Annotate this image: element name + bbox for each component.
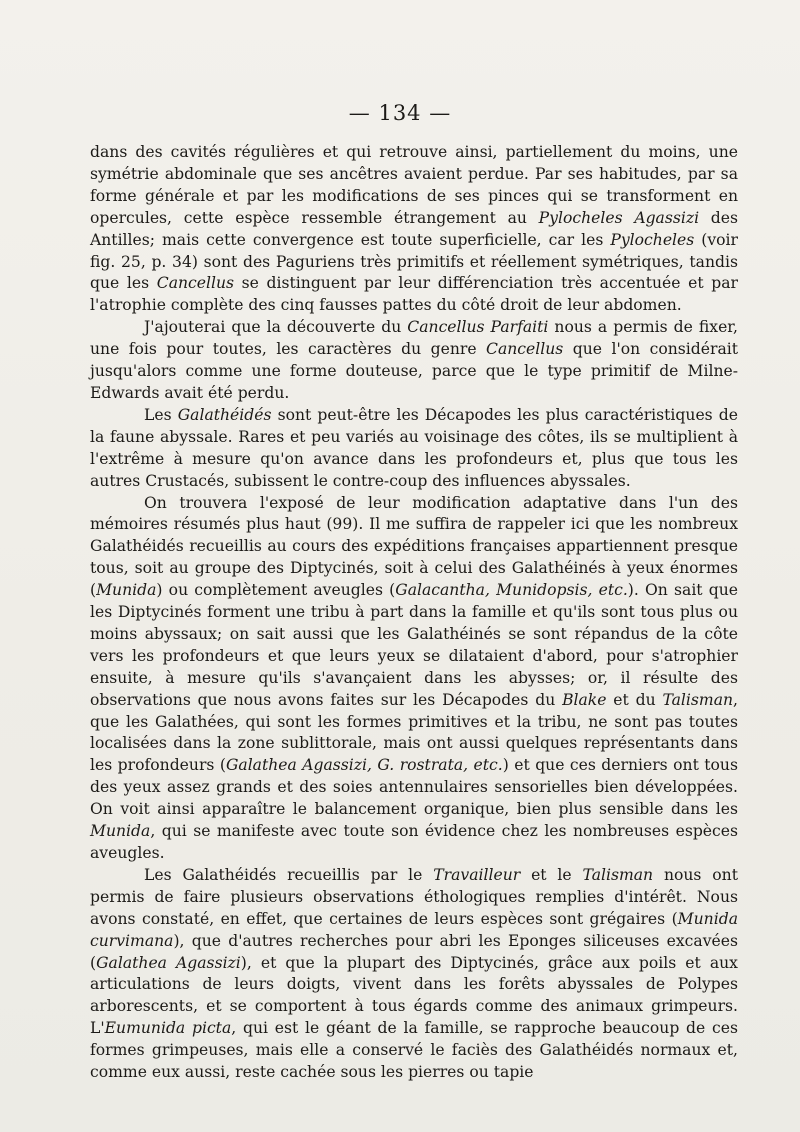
paragraph-2 xyxy=(90,317,738,405)
italic-term: Galathea Agassizi, G. rostrata, etc. xyxy=(225,756,503,775)
page-number: — 134 — xyxy=(348,101,452,125)
italic-term: Eumunida picta xyxy=(104,1019,232,1038)
paragraph-1 xyxy=(90,142,738,317)
text-run: et le xyxy=(520,865,583,884)
text-run: On trouvera l'exposé de leur modification adaptative dans l'un des mémoires résumés plus haut (99). Il me suffira de rappeler ici que les nombreux Galathéidés recueillis au cours des expéditions françaises appartiennent presque tous, soit au groupe des Diptycinés, soit à celui des Galathéinés à yeux énormes ( xyxy=(90,493,738,600)
text-run: Les xyxy=(144,405,178,424)
text-run: ), et que la plupart des Diptycinés, grâce aux poils et aux articulations de leurs doigts, vivent dans les forêts abyssales de Polypes arborescents, et se comportent à tous égards comme des animaux grimpeurs. L' xyxy=(90,953,738,1038)
text-run: que l'on considérait jusqu'alors comme une forme douteuse, parce que le type primitif de Milne-Edwards avait été perdu. xyxy=(90,340,739,402)
text-run: sont peut-être les Décapodes les plus caractéristiques de la faune abyssale. Rares et peu variés au voisinage des côtes, ils se multiplient à l'extrême à mesure qu'on avance dans les profondeurs et, plus que tous les autres Crustacés, subissent le contre-coup des influences abyssales. xyxy=(90,405,738,490)
paragraph-5 xyxy=(90,865,738,1084)
italic-term: Munida xyxy=(90,822,151,841)
text-run: , que les Galathées, qui sont les formes primitives et la tribu, ne sont pas toutes localisées dans la zone sublittorale, mais ont aussi quelques représentants dans les profondeurs ( xyxy=(90,690,738,775)
italic-term: Munida curvimana xyxy=(90,909,738,950)
text-run: (voir fig. 25, p. 34) sont des Paguriens très primitifs et réellement symétriques, tandis que les xyxy=(90,230,738,293)
text-run: , qui se manifeste avec toute son évidence chez les nombreuses espèces aveugles. xyxy=(90,822,738,862)
italic-term: Pylocheles xyxy=(610,230,695,249)
italic-term: Talisman xyxy=(582,865,654,884)
paragraph-4 xyxy=(90,493,738,865)
text-run: des Antilles; mais cette convergence est toute superficielle, car les xyxy=(90,208,739,249)
text-run: ), que d'autres recherches pour abri les Eponges siliceuses excavées ( xyxy=(90,931,738,972)
text-run: dans des cavités régulières et qui retrouve ainsi, partiellement du moins, une symétrie abdominale que ses ancêtres avaient perdue. Par ses habitudes, par sa forme générale et par les modifications de ses pinces qui se transforment en opercules, cette espèce ressemble étrangement au xyxy=(90,143,738,227)
italic-term: Pylocheles Agassizi xyxy=(538,208,700,227)
paragraph-3 xyxy=(90,405,738,493)
text-run: nous ont permis de faire plusieurs observations éthologiques remplies d'intérêt. Nous avons constaté, en effet, que certaines de leurs espèces sont grégaires ( xyxy=(90,865,738,928)
italic-term: Cancellus xyxy=(156,274,235,293)
italic-term: Travailleur xyxy=(433,865,521,884)
italic-term: Talisman xyxy=(662,690,734,709)
text-run: ). On sait que les Diptycinés forment une tribu à part dans la famille et qu'ils sont tous plus ou moins abyssaux; on sait aussi que les Galathéinés se sont répandus de la côte vers les profondeurs et que leurs yeux se dilataient d'abord, pour s'atrophier ensuite, à mesure qu'ils s'avançaient dans les abysses; or, il résulte des observations que nous avons faites sur les Décapodes du xyxy=(90,581,738,709)
text-run: , qui est le géant de la famille, se rapproche beaucoup de ces formes grimpeuses, mais elle a conservé le faciès des Galathéidés normaux et, comme eux aussi, reste cachée sous les pierres ou tapie xyxy=(90,1019,738,1082)
text-run: et du xyxy=(606,690,663,709)
text-run: ) et que ces derniers ont tous des yeux assez grands et des soies antennulaires sensorielles bien développées. On voit ainsi apparaître le balancement organique, bien plus sensible dans les xyxy=(90,756,738,819)
text-run: se distinguent par leur différenciation très accentuée et par l'atrophie complète des cinq fausses pattes du côté droit de leur abdomen. xyxy=(90,274,738,315)
italic-term: Cancellus Parfaiti xyxy=(407,318,549,337)
italic-term: Galathéidés xyxy=(177,405,272,424)
italic-term: Blake xyxy=(562,690,607,709)
italic-term: Galathea Agassizi xyxy=(96,953,241,972)
text-run: Les Galathéidés recueillis par le xyxy=(144,865,434,884)
text-run: ) ou complètement aveugles ( xyxy=(156,581,396,600)
italic-term: Cancellus xyxy=(486,340,564,359)
body-text xyxy=(90,142,738,1084)
italic-term: Galacantha, Munidopsis, etc. xyxy=(395,581,628,600)
italic-term: Munida xyxy=(96,581,157,600)
text-run: nous a permis de fixer, une fois pour toutes, les caractères du genre xyxy=(90,318,739,359)
text-run: J'ajouterai que la découverte du xyxy=(144,318,408,337)
